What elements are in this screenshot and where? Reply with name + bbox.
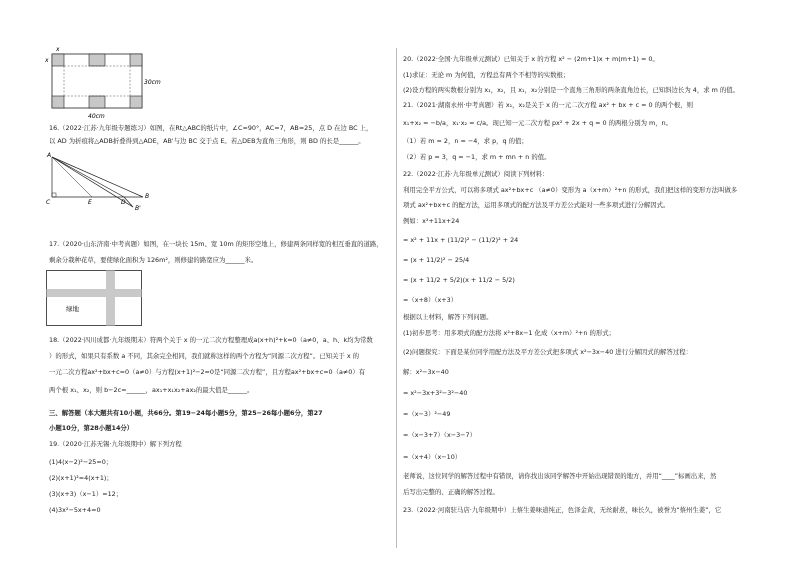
q20-part2: (2)设方程的两实数根分别为 x₁，x₂，且 x₁，x₂分别是一个直角三角形的两条直角边长，已知斜边长为 4，求 m 的值。 [403, 86, 740, 94]
vertex-bp: B' [135, 205, 141, 210]
q20-part1: (1)求证：无论 m 为何值，方程总有两个不相等的实数根； [403, 71, 570, 79]
q16-line1: 16.（2022·江苏·九年级专题练习）如图，在Rt△ABC的纸片中，∠C=90°，AC=7，AB=25，点 D 在边 BC 上， [49, 124, 373, 132]
x-label-top: x [56, 46, 60, 53]
q21-part1: （1）若 m = 2，n = −4，求 p，q 的值； [403, 137, 528, 145]
q19-item-1: (1)4(x−2)²−25=0； [49, 458, 113, 466]
q22-part2: (2)问题探究：下面是某位同学用配方法及平方差公式把多项式 x²−3x−40 进行分解因式的解答过程： [403, 348, 692, 356]
q21-line2: x₁+x₂ = −b/a，x₁·x₂ = c/a。现已知一元二次方程 px² + 2x + q = 0 的两根分别为 m，n。 [403, 119, 673, 127]
vertex-d: D [121, 199, 126, 206]
q23-line1: 23.（2022·河南驻马店·九年级期中）上蔡生姜味道纯正，色泽金黄，无丝耐煮，味长久，被誉为“蔡州生姜”，它 [403, 506, 722, 514]
q22-part1: (1)初步思考：用多项式的配方法将 x²+8x−1 化成（x+m）²+n 的形式； [403, 329, 616, 337]
q22-line2: 利用完全平方公式，可以将多项式 ax²+bx+c （a≠0）变形为 a（x+m）²+n 的形式，我们把这样的变形方法叫做多 [403, 186, 738, 194]
q18-line4: 两个根 x₁、x₂，则 b−2c=______，ax₁+x₁x₂+ax₂的最大值是______。 [49, 386, 254, 394]
q22-read: 根据以上材料，解答下列问题。 [403, 313, 493, 321]
rectangle-cutout-figure [40, 46, 170, 122]
q22-sol-5: =（x+4）（x−10） [403, 453, 462, 461]
q22-step-2: = (x + 11/2)² − 25/4 [403, 256, 470, 264]
green-area-label: 绿地 [66, 305, 79, 313]
q18-line2: ）的形式，如果只有系数 a 不同，其余完全相同，我们就称这样的两个方程为“同源二次方程”。已知关于 x 的 [49, 352, 360, 360]
q22-sol-2: = x²−3x+3²−3²−40 [403, 389, 468, 397]
q21-part2: （2）若 p = 3，q = −1，求 m + mn + n 的值。 [403, 153, 551, 161]
q22-step-4: =（x+8）（x+3） [403, 296, 458, 304]
width-label: 40cm [88, 113, 105, 120]
q19-item-3: (3)(x+3)（x−1）=12； [49, 490, 123, 498]
vertex-b: B [145, 193, 150, 200]
q18-line3: 一元二次方程ax²+bx+c=0（a≠0）与方程(x+1)²−2=0是“同源二次方程”，且方程ax²+bx+c=0（a≠0）有 [49, 368, 366, 376]
right-column [397, 0, 794, 562]
q22-sol-4: =（x−3+7）（x−3−7） [403, 431, 476, 439]
height-label: 30cm [144, 79, 161, 86]
q19-item-4: (4)3x²−5x+4=0 [49, 506, 101, 514]
q22-sol-3: =（x−3）²−49 [403, 410, 451, 418]
q22-example: 例如：x²+11x+24 [403, 217, 460, 225]
q17-line1: 17.（2020·山东济南·中考真题）如图，在一块长 15m、宽 10m 的矩形空地上，修建两条同样宽的相互垂直的道路， [49, 240, 383, 248]
q21-line1: 21.（2021·湖南永州·中考真题）若 x₁，x₂是关于 x 的一元二次方程 ax² + bx + c = 0 的两个根，则 [403, 101, 693, 109]
section-3-heading-line2: 小题10分，第28小题14分） [49, 424, 134, 432]
q20-line1: 20.（2022·全国·九年级单元测试）已知关于 x 的方程 x² − (2m+1)x + m(m+1) = 0。 [403, 55, 659, 63]
q16-line2: 以 AD 为折痕将△ADB折叠得到△ADE，AB'与边 BC 交于点 E。若△DEB为直角三角形，则 BD 的长是______。 [49, 137, 365, 145]
q22-teacher-line2: 后写出完整的、正确的解答过程。 [403, 488, 499, 496]
q18-line1: 18.（2022·四川成都·九年级期末）符两个关于 x 的一元二次方程整理成a(x+h)²+k=0（a≠0，a、h、k均为常数 [49, 336, 373, 344]
field-roads-figure [46, 270, 142, 326]
section-3-heading-line1: 三、解答题（本大题共有10小题，共66分。第19−24每小题5分，第25−26每小题6分，第27 [49, 409, 323, 417]
q19-item-2: (2)(x+1)²=4(x+1)； [49, 474, 113, 482]
x-label-left: x [45, 57, 49, 64]
triangle-fold-figure [44, 150, 159, 210]
q17-line2: 剩余分栽种花草，要使绿化面积为 126m²，则修建的路宽应为______米。 [49, 256, 258, 264]
vertex-e: E [88, 199, 92, 206]
q22-line1: 22.（2022·江苏·九年级单元测试）阅读下列材料： [403, 170, 549, 178]
q22-step-1: = x² + 11x + (11/2)² − (11/2)² + 24 [403, 236, 519, 244]
q22-teacher-line1: 老师说，这位同学的解答过程中有错误，请你找出该同学解答中开始出现错误的地方，并用“____”标画出来，然 [403, 472, 717, 480]
q22-line3: 项式 ax²+bx+c 的配方法，运用多项式的配方法及平方差公式能对一些多项式进行分解因式。 [403, 201, 670, 209]
q22-sol-1: 解：x²−3x−40 [403, 368, 449, 376]
q19-title: 19.（2020·江苏无锡·九年级期中）解下列方程 [49, 440, 182, 448]
vertex-c: C [46, 199, 51, 206]
vertex-a: A [47, 152, 52, 159]
q22-step-3: = (x + 11/2 + 5/2)(x + 11/2 − 5/2) [403, 276, 515, 284]
